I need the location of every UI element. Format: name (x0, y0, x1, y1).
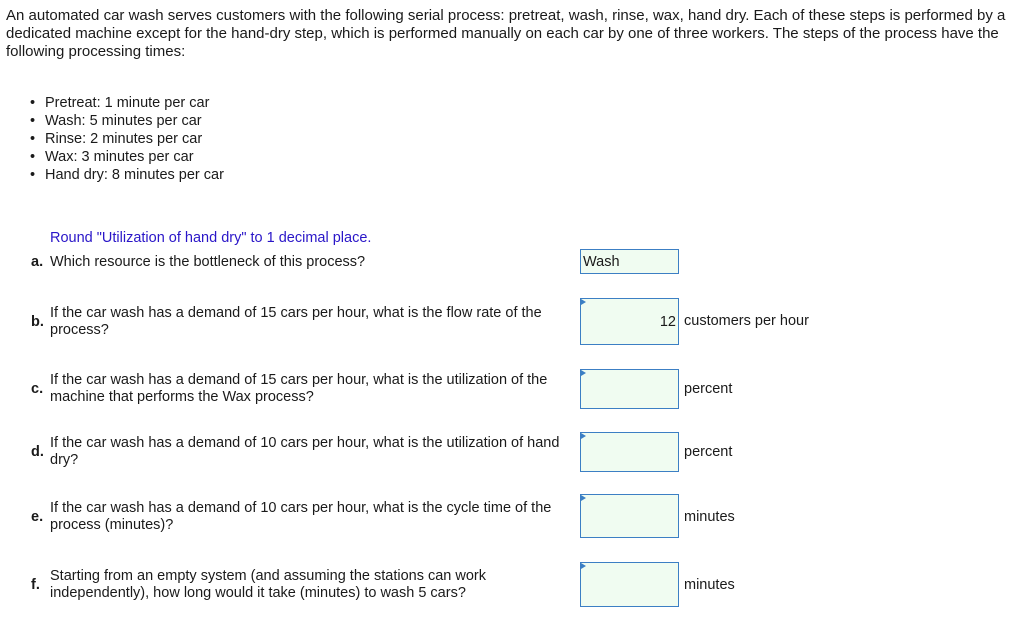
answer-b-unit: customers per hour (684, 313, 809, 329)
question-c-text: If the car wash has a demand of 15 cars per hour, what is the utilization of the machine that performs the Wax process? (50, 372, 548, 405)
question-c-letter: c. (31, 381, 44, 397)
step-text: Pretreat: 1 minute per car (45, 95, 210, 111)
answer-d-field[interactable] (580, 432, 679, 472)
question-f-text: Starting from an empty system (and assuming the stations can work independently), how long would it take (minutes) to wash 5 cars? (50, 568, 486, 601)
step-text: Hand dry: 8 minutes per car (45, 167, 224, 183)
answer-c-field[interactable] (580, 369, 679, 409)
answer-flag-icon (581, 563, 586, 569)
answer-e-field[interactable] (580, 494, 679, 538)
bullet-icon: • (30, 167, 36, 183)
answer-flag-icon (581, 433, 586, 439)
list-item (0, 148, 224, 166)
processing-times-list (0, 94, 224, 184)
answer-b-value: 12 (659, 314, 676, 330)
list-item (0, 166, 224, 184)
question-d-letter: d. (31, 444, 44, 460)
question-a-text: Which resource is the bottleneck of this process? (50, 254, 366, 270)
answer-f-unit: minutes (684, 577, 735, 593)
step-text: Wax: 3 minutes per car (45, 149, 194, 165)
step-text: Rinse: 2 minutes per car (45, 131, 203, 147)
question-b-text: If the car wash has a demand of 15 cars per hour, what is the flow rate of the process? (50, 305, 542, 338)
list-item (0, 112, 224, 130)
question-b-letter: b. (31, 314, 44, 330)
answer-a-value: Wash (583, 254, 620, 270)
bullet-icon: • (30, 95, 36, 111)
step-text: Wash: 5 minutes per car (45, 113, 202, 129)
bullet-icon: • (30, 113, 36, 129)
answer-flag-icon (581, 299, 586, 305)
question-d-text: If the car wash has a demand of 10 cars per hour, what is the utilization of hand dry? (50, 435, 560, 468)
answer-b-field[interactable] (580, 298, 679, 345)
problem-intro: An automated car wash serves customers with the following serial process: pretreat, wash, rinse, wax, hand dry. Each of these steps is performed by a dedicated machine except for the hand-dry step, which is performed manually on each car by one of three workers. The steps of the process have the following processing times: (6, 7, 1006, 60)
answer-a-field[interactable] (580, 249, 679, 274)
question-e-letter: e. (31, 509, 44, 525)
bullet-icon: • (30, 149, 36, 165)
rounding-instruction: Round "Utilization of hand dry" to 1 decimal place. (50, 230, 372, 246)
list-item (0, 130, 224, 148)
question-e-text: If the car wash has a demand of 10 cars per hour, what is the cycle time of the process (minutes)? (50, 500, 552, 533)
answer-e-unit: minutes (684, 509, 735, 525)
answer-flag-icon (581, 370, 586, 376)
question-f-letter: f. (31, 577, 40, 593)
question-a-letter: a. (31, 254, 44, 270)
list-item (0, 94, 224, 112)
answer-flag-icon (581, 495, 586, 501)
bullet-icon: • (30, 131, 36, 147)
answer-d-unit: percent (684, 444, 733, 460)
answer-f-field[interactable] (580, 562, 679, 607)
answer-c-unit: percent (684, 381, 733, 397)
